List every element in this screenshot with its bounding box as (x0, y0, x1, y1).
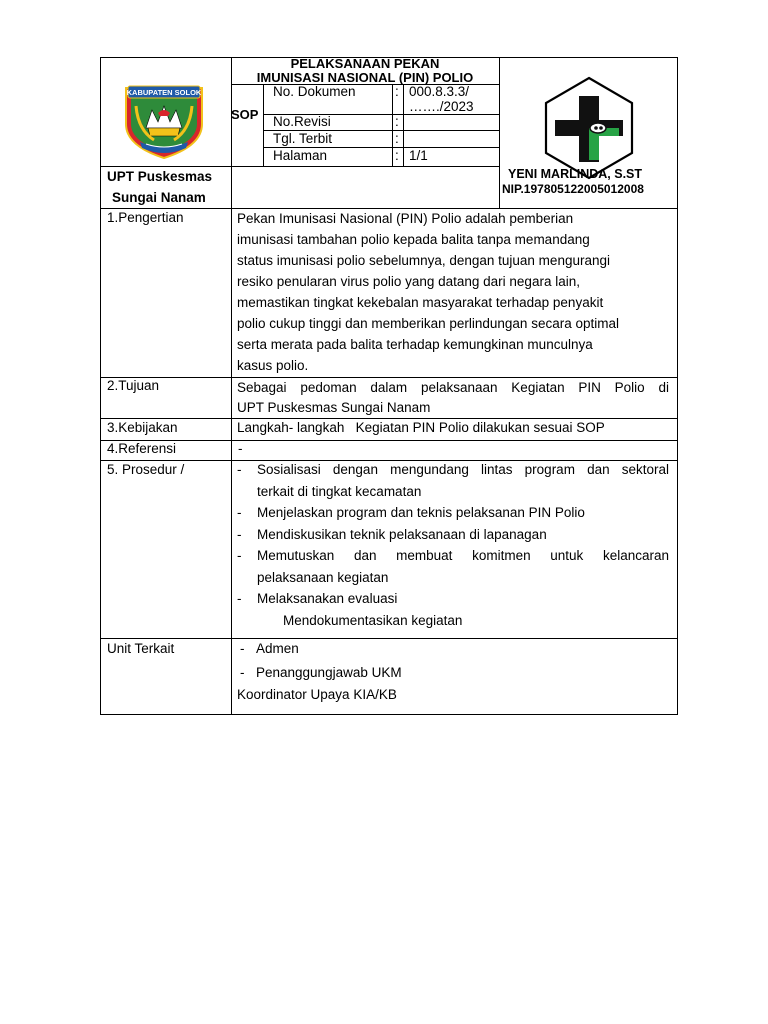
prosedur-item-line: Mendiskusikan teknik pelaksanaan di lapanagan (257, 526, 547, 542)
label-pengertian: 1.Pengertian (107, 210, 184, 225)
prosedur-item-line: Melaksanakan evaluasi (257, 591, 398, 606)
prosedur-extra: Mendokumentasikan kegiatan (283, 612, 463, 628)
prosedur-item (237, 502, 669, 524)
label-tujuan: 2.Tujuan (107, 378, 160, 393)
prosedur-item-line: Sosialisasi dengan mengundang lintas program dan sektoral (257, 462, 669, 477)
referensi-text: - (238, 441, 243, 456)
org-name-line-1: UPT Puskesmas (107, 169, 213, 184)
meta-label-tgl-terbit: Tgl. Terbit (273, 131, 333, 146)
pengertian-line: status imunisasi polio sebelumnya, dengan tujuan mengurangi (237, 253, 610, 268)
prosedur-item (237, 459, 669, 502)
pengertian-text (237, 208, 673, 376)
signer-nip: NIP.197805122005012008 (502, 182, 644, 196)
kabupaten-solok-logo (118, 80, 210, 160)
label-unit-terkait: Unit Terkait (107, 641, 175, 656)
meta-bottom-line (231, 166, 499, 167)
title-line-2: IMUNISASI NASIONAL (PIN) POLIO (256, 70, 474, 85)
sop-label: SOP (231, 107, 259, 122)
prosedur-item-line: Menjelaskan program dan teknis pelaksanan PIN Polio (257, 505, 585, 520)
label-referensi: 4.Referensi (107, 441, 177, 456)
prosedur-item-line: terkait di tingkat kecamatan (257, 483, 422, 499)
meta-colon: : (395, 114, 399, 129)
pengertian-line: Pekan Imunisasi Nasional (PIN) Polio adalah pemberian (237, 211, 574, 226)
meta-label-halaman: Halaman (273, 148, 328, 163)
logo-bottom-line (100, 166, 231, 167)
prosedur-item-line: Memutuskan dan membuat komitmen untuk kelancaran (257, 548, 669, 563)
document-title (231, 57, 499, 85)
list-dash: - (237, 591, 242, 606)
sop-divider (263, 84, 264, 166)
pengertian-line: polio cukup tinggi dan memberikan perlindungan secara optimal (237, 316, 619, 331)
list-dash: - (237, 505, 242, 520)
label-prosedur: 5. Prosedur / (107, 462, 185, 477)
list-dash: - (237, 462, 242, 477)
meta-label-no-dokumen: No. Dokumen (273, 84, 356, 99)
list-dash: - (240, 665, 245, 680)
row-line-kebijakan (100, 440, 677, 441)
meta-value-no-dokumen-cont: ……./2023 (409, 99, 474, 114)
puskesmas-logo (543, 76, 635, 180)
list-dash: - (237, 526, 242, 542)
logo-lettering: KABUPATEN SOLOK (126, 88, 202, 97)
pengertian-line: serta merata pada balita terhadap kemungkinan munculnya (237, 337, 593, 352)
meta-value-no-dokumen: 000.8.3.3/ (409, 84, 470, 99)
row-line-tujuan (100, 418, 677, 419)
prosedur-item (237, 545, 669, 588)
table-border-bottom (100, 714, 677, 715)
org-name-line-2: Sungai Nanam (112, 190, 206, 205)
meta-colon: : (395, 84, 399, 99)
tujuan-line-2: UPT Puskesmas Sungai Nanam (237, 400, 431, 415)
row-line-prosedur (100, 638, 677, 639)
label-kebijakan: 3.Kebijakan (107, 420, 178, 435)
unit-item-koordinator: Koordinator Upaya KIA/KB (237, 687, 397, 702)
meta-value-halaman: 1/1 (409, 148, 428, 163)
prosedur-item-line: pelaksanaan kegiatan (257, 569, 389, 585)
unit-item-pj-ukm: Penanggungjawab UKM (256, 665, 402, 680)
table-border-right (677, 57, 678, 715)
pengertian-line: resiko penularan virus polio yang datang dari negara lain, (237, 274, 580, 289)
list-dash: - (237, 548, 242, 563)
pengertian-line: kasus polio. (237, 358, 309, 373)
meta-colon-left (392, 84, 393, 166)
pengertian-line: imunisasi tambahan polio kepada balita tanpa memandang (237, 232, 590, 247)
kebijakan-text: Langkah- langkah Kegiatan PIN Polio dilakukan sesuai SOP (237, 420, 605, 435)
list-dash: - (240, 641, 245, 656)
prosedur-list (237, 459, 669, 631)
table-border-left (100, 57, 101, 715)
title-line-1: PELAKSANAAN PEKAN (290, 56, 440, 71)
prosedur-item (237, 588, 669, 610)
meta-label-no-revisi: No.Revisi (273, 114, 331, 129)
pengertian-line: memastikan tingkat kekebalan masyarakat terhadap penyakit (237, 295, 604, 310)
unit-item-admen: Admen (256, 641, 299, 656)
prosedur-item (237, 524, 669, 546)
tujuan-line-1: Sebagai pedoman dalam pelaksanaan Kegiatan PIN Polio di (237, 380, 669, 395)
column-divider (231, 57, 232, 715)
meta-colon: : (395, 131, 399, 146)
meta-colon: : (395, 148, 399, 163)
header-right-divider (499, 57, 500, 208)
signer-name: YENI MARLINDA, S.ST (508, 167, 643, 181)
meta-colon-right (403, 84, 404, 166)
